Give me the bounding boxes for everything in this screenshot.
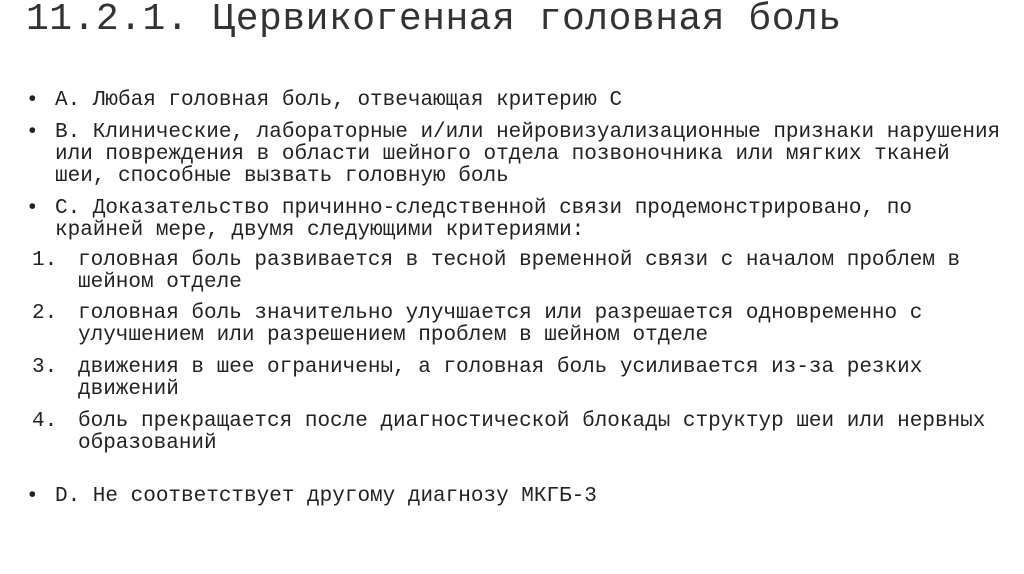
criterion-a	[26, 90, 1006, 112]
slide-title: 11.2.1. Цервикогенная головная боль	[26, 0, 842, 41]
number-marker: 1.	[32, 249, 58, 272]
sub-criterion-2-text: головная боль значительно улучшается или разрешается одновременно с улучшением или разрешением проблем в шейном отделе	[78, 302, 923, 347]
sub-criterion-1	[26, 250, 1006, 294]
criterion-d	[26, 486, 1006, 508]
number-marker: 2.	[32, 302, 58, 325]
criterion-c	[26, 198, 1006, 242]
sub-criterion-4-text: боль прекращается после диагностической блокады структур шеи или нервных образований	[78, 410, 986, 455]
bullet-marker: •	[26, 197, 39, 220]
number-marker: 3.	[32, 356, 58, 379]
criterion-b	[26, 122, 1006, 188]
bullet-marker: •	[26, 485, 39, 508]
criterion-b-text: В. Клинические, лабораторные и/или нейровизуализационные признаки нарушения или повреждения в области шейного отдела позвоночника или мягких тканей шеи, способные вызвать головную боль	[55, 121, 1001, 188]
criterion-c-text: С. Доказательство причинно-следственной связи продемонстрировано, по крайней мере, двумя следующими критериями:	[55, 197, 912, 242]
criterion-a-text: А. Любая головная боль, отвечающая критерию С	[55, 89, 623, 112]
bullet-marker: •	[26, 121, 39, 144]
sub-criterion-3	[26, 357, 1006, 401]
sub-criterion-3-text: движения в шее ограничены, а головная боль усиливается из-за резких движений	[78, 356, 923, 401]
bullet-marker: •	[26, 89, 39, 112]
sub-criterion-1-text: головная боль развивается в тесной временной связи с началом проблем в шейном отделе	[78, 249, 961, 294]
criterion-d-text: D. Не соответствует другому диагнозу МКГБ-3	[55, 485, 597, 508]
sub-criterion-2	[26, 303, 1006, 347]
criteria-list	[26, 90, 1006, 508]
sub-criterion-4	[26, 411, 1006, 455]
number-marker: 4.	[32, 410, 58, 433]
